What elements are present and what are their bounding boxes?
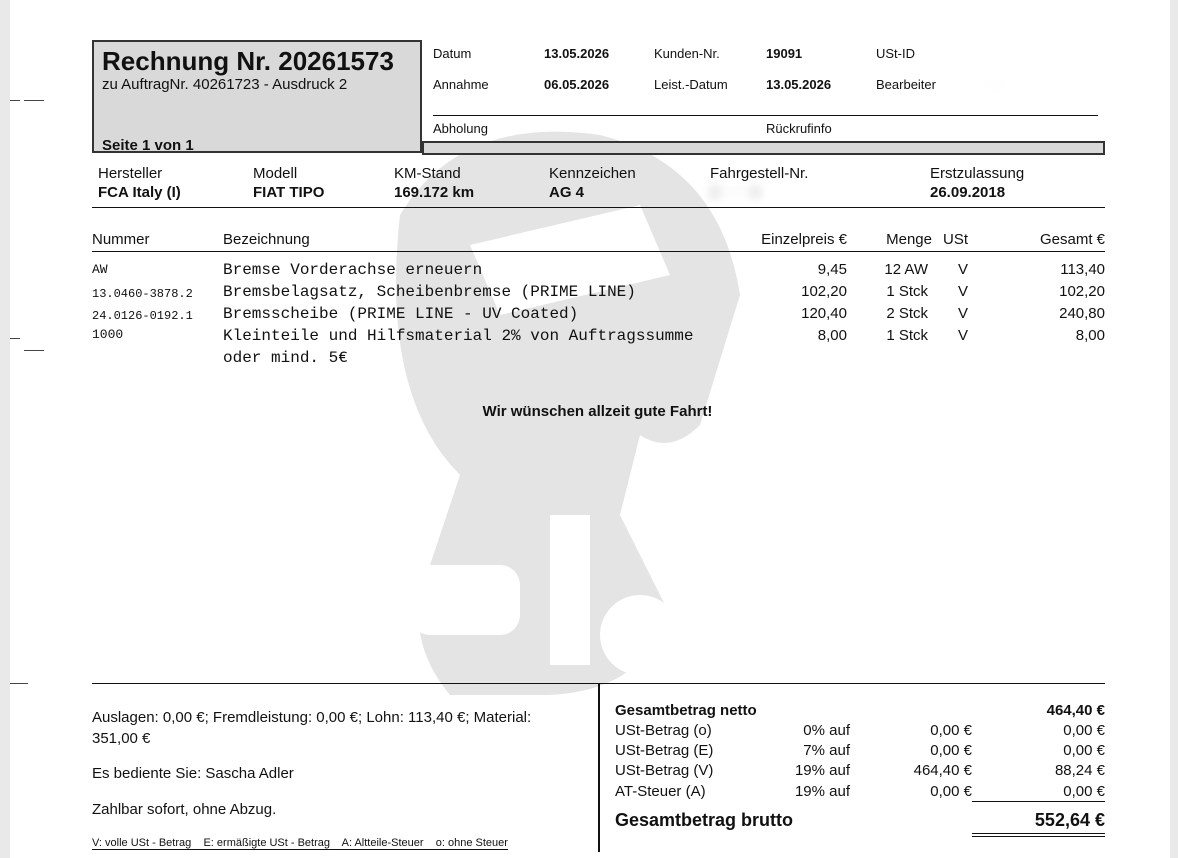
- row-bezeichnung: Bremse Vorderachse erneuern: [223, 261, 483, 279]
- bearbeiter-label: Bearbeiter: [876, 77, 936, 92]
- hersteller-label: Hersteller: [98, 165, 163, 182]
- row-einzelpreis: 102,20: [801, 283, 847, 300]
- row-ust: V: [958, 305, 969, 322]
- tax-line-base: 464,40 €: [913, 762, 972, 779]
- col-header-menge: Menge: [886, 231, 932, 248]
- row-bezeichnung: Bremsscheibe (PRIME LINE - UV Coated): [223, 305, 579, 323]
- invoice-title: Rechnung Nr. 20261573: [102, 46, 394, 76]
- zahlbar-text: Zahlbar sofort, ohne Abzug.: [92, 801, 277, 818]
- erstzulassung-label: Erstzulassung: [930, 165, 1025, 182]
- row-ust: V: [958, 327, 969, 344]
- tax-line-rate: 19% auf: [794, 783, 850, 800]
- netto-label: Gesamtbetrag netto: [615, 702, 757, 719]
- row-menge: 1 Stck: [886, 283, 928, 300]
- leistdatum-value: 13.05.2026: [766, 77, 832, 92]
- tax-line-label: AT-Steuer (A): [615, 783, 706, 800]
- auslagen-text: Auslagen: 0,00 €; Fremdleistung: 0,00 €; Lohn: 113,40 €; Material:: [92, 709, 532, 726]
- col-header-nummer: Nummer: [92, 231, 150, 248]
- row-nummer: 24.0126-0192.1: [92, 309, 193, 323]
- tax-line-rate: 0% auf: [803, 722, 850, 739]
- row-gesamt: 240,80: [1059, 305, 1105, 322]
- page-indicator: Seite 1 von 1: [102, 137, 194, 154]
- abholung-label: Abholung: [433, 121, 488, 136]
- row-nummer: 1000: [92, 327, 124, 342]
- row-einzelpreis: 8,00: [817, 327, 847, 344]
- row-bezeichnung-continued: oder mind. 5€: [223, 349, 348, 367]
- invoice-page: [10, 0, 1170, 858]
- row-bezeichnung: Kleinteile und Hilfsmaterial 2% von Auftragssumme: [223, 327, 694, 345]
- header-bar: [422, 141, 1105, 155]
- kundennr-value: 19091: [766, 46, 803, 61]
- modell-label: Modell: [253, 165, 298, 182]
- invoice-title-box: [92, 40, 422, 153]
- fahrgestell-value: Z · · · 3: [710, 184, 760, 201]
- kundennr-label: Kunden-Nr.: [654, 46, 720, 61]
- row-nummer: AW: [92, 262, 108, 277]
- tax-line-rate: 7% auf: [803, 742, 850, 759]
- row-menge: 12 AW: [884, 261, 928, 278]
- kennzeichen-value: AG 4: [549, 184, 585, 201]
- col-header-bezeichnung: Bezeichnung: [223, 231, 310, 248]
- km-label: KM-Stand: [394, 165, 461, 182]
- brutto-label: Gesamtbetrag brutto: [615, 810, 794, 830]
- fahrgestell-label: Fahrgestell-Nr.: [710, 165, 809, 182]
- row-ust: V: [958, 261, 969, 278]
- hersteller-value: FCA Italy (I): [98, 184, 181, 201]
- footer-divider: [598, 684, 600, 852]
- km-value: 169.172 km: [394, 184, 475, 201]
- bediente-text: Es bediente Sie: Sascha Adler: [92, 765, 294, 782]
- tax-line-base: 0,00 €: [930, 722, 972, 739]
- tax-line-rate: 19% auf: [794, 762, 850, 779]
- brutto-value: 552,64 €: [1034, 810, 1105, 830]
- row-menge: 2 Stck: [886, 305, 928, 322]
- netto-value: 464,40 €: [1046, 702, 1105, 719]
- tax-line-amount: 0,00 €: [1063, 722, 1105, 739]
- tax-line-amount: 0,00 €: [1063, 783, 1105, 800]
- row-einzelpreis: 9,45: [817, 261, 847, 278]
- row-ust: V: [958, 283, 969, 300]
- tax-line-amount: 0,00 €: [1063, 742, 1105, 759]
- tax-line-label: USt-Betrag (o): [615, 722, 712, 739]
- col-header-einzelpreis: Einzelpreis €: [761, 231, 847, 248]
- col-header-ust: USt: [943, 231, 969, 248]
- tax-legend: V: volle USt - Betrag E: ermäßigte USt - Betrag A: Altteile-Steuer o: ohne Steuer: [92, 837, 508, 849]
- annahme-label: Annahme: [433, 77, 489, 92]
- tax-line-label: USt-Betrag (E): [615, 742, 714, 759]
- datum-label: Datum: [433, 46, 472, 61]
- row-nummer: 13.0460-3878.2: [92, 287, 193, 301]
- row-bezeichnung: Bremsbelagsatz, Scheibenbremse (PRIME LINE): [223, 283, 636, 301]
- ustid-label: USt-ID: [876, 46, 915, 61]
- kennzeichen-label: Kennzeichen: [549, 165, 636, 182]
- row-gesamt: 102,20: [1059, 283, 1105, 300]
- datum-value: 13.05.2026: [544, 46, 610, 61]
- tax-line-base: 0,00 €: [930, 742, 972, 759]
- annahme-value: 06.05.2026: [544, 77, 610, 92]
- auslagen-text-continued: 351,00 €: [92, 730, 151, 747]
- modell-value: FIAT TIPO: [253, 184, 325, 201]
- col-header-gesamt: Gesamt €: [1039, 231, 1105, 248]
- row-gesamt: 8,00: [1075, 327, 1105, 344]
- leistdatum-label: Leist.-Datum: [654, 77, 728, 92]
- row-gesamt: 113,40: [1060, 261, 1105, 278]
- tax-line-amount: 88,24 €: [1054, 762, 1105, 779]
- bearbeiter-value: · · ·: [985, 77, 1006, 92]
- row-einzelpreis: 120,40: [801, 305, 847, 322]
- tax-line-base: 0,00 €: [930, 783, 972, 800]
- invoice-subtitle: zu AuftragNr. 40261723 - Ausdruck 2: [102, 76, 348, 93]
- rueckrufinfo-label: Rückrufinfo: [766, 121, 832, 136]
- erstzulassung-value: 26.09.2018: [930, 184, 1006, 201]
- greeting-text: Wir wünschen allzeit gute Fahrt!: [482, 403, 713, 420]
- row-menge: 1 Stck: [886, 327, 928, 344]
- tax-line-label: USt-Betrag (V): [615, 762, 714, 779]
